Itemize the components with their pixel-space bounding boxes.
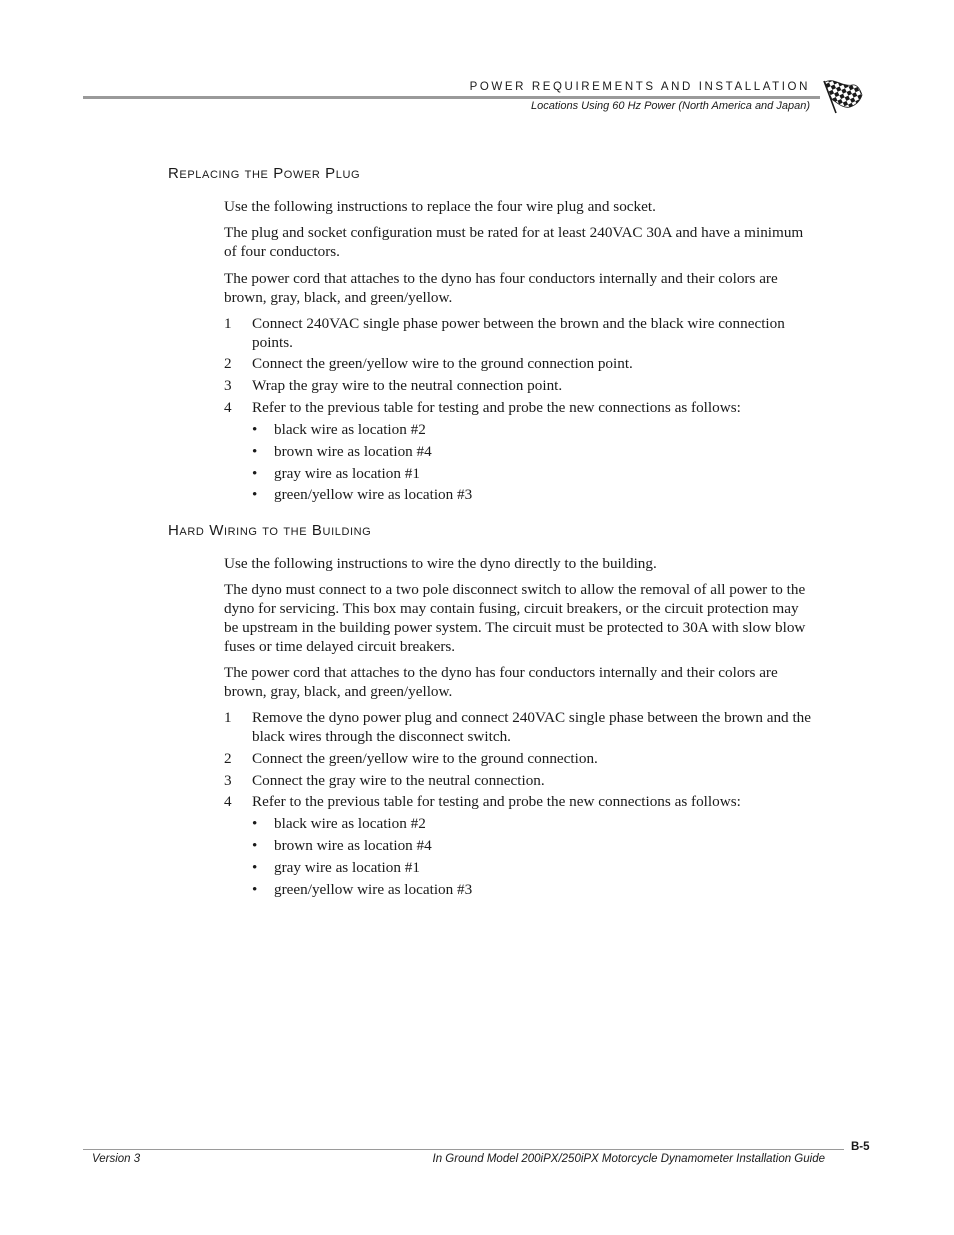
section2-paragraph-1: Use the following instructions to wire the dyno directly to the building. — [224, 555, 657, 572]
section1-step-3 — [224, 376, 814, 395]
step-text: Connect the green/yellow wire to the ground connection point. — [252, 355, 633, 372]
list-item-text: brown wire as location #4 — [274, 837, 432, 854]
running-header-title: POWER REQUIREMENTS AND INSTALLATION — [469, 81, 810, 93]
section1-paragraph-1: Use the following instructions to replace the four wire plug and socket. — [224, 198, 656, 215]
list-item: • brown wire as location #4 — [252, 443, 432, 460]
section1-step-1 — [224, 314, 814, 352]
list-item-text: green/yellow wire as location #3 — [274, 881, 473, 898]
list-item-text: black wire as location #2 — [274, 421, 426, 438]
section1-paragraph-2: The plug and socket configuration must be rated for at least 240VAC 30A and have a minimum of four conductors. — [224, 224, 804, 260]
footer-version: Version 3 — [92, 1153, 141, 1165]
section-title-hard-wiring: Hard Wiring to the Building — [168, 522, 372, 539]
footer-guide-title: In Ground Model 200iPX/250iPX Motorcycle Dynamometer Installation Guide — [432, 1153, 825, 1165]
section-title-replacing-power-plug: Replacing the Power Plug — [168, 165, 361, 182]
section1-step-4 — [224, 398, 814, 417]
section1-paragraph-3: The power cord that attaches to the dyno has four conductors internally and their colors are brown, gray, black, and green/yellow. — [224, 270, 778, 306]
step-number: 4 — [224, 399, 232, 416]
step-number: 4 — [224, 793, 232, 810]
list-item-text: black wire as location #2 — [274, 815, 426, 832]
section2-step-4 — [224, 792, 814, 811]
running-header-subtitle: Locations Using 60 Hz Power (North America and Japan) — [530, 100, 810, 112]
footer-rule — [83, 1149, 844, 1150]
list-item: • black wire as location #2 — [252, 815, 426, 832]
step-number: 2 — [224, 750, 232, 767]
section2-paragraph-3: The power cord that attaches to the dyno has four conductors internally and their colors are brown, gray, black, and green/yellow. — [224, 664, 778, 700]
step-text: Refer to the previous table for testing and probe the new connections as follows: — [252, 399, 741, 416]
page-number: B-5 — [851, 1141, 870, 1153]
step-text: Remove the dyno power plug and connect 240VAC single phase between the brown and the black wires through the disconnect switch. — [252, 709, 811, 745]
section2-paragraph-2: The dyno must connect to a two pole disconnect switch to allow the removal of all power to the dyno for servicing. This box may contain fusing, circuit breakers, or the circuit protection may be upstream in the building power system. The circuit must be protected to 30A with slow blow fuses or time delayed circuit breakers. — [224, 581, 806, 655]
step-number: 1 — [224, 315, 232, 332]
step-text: Connect the gray wire to the neutral connection. — [252, 772, 545, 789]
section2-step-1 — [224, 708, 814, 746]
list-item-text: gray wire as location #1 — [274, 859, 420, 876]
list-item-text: green/yellow wire as location #3 — [274, 486, 473, 503]
step-text: Wrap the gray wire to the neutral connection point. — [252, 377, 563, 394]
list-item: • brown wire as location #4 — [252, 837, 432, 854]
checkered-flag-icon — [822, 77, 866, 115]
step-number: 3 — [224, 377, 232, 394]
list-item-text: gray wire as location #1 — [274, 465, 420, 482]
header-rule — [83, 96, 820, 99]
step-number: 3 — [224, 772, 232, 789]
step-text: Connect 240VAC single phase power between the brown and the black wire connection points. — [252, 315, 785, 351]
section1-step-2 — [224, 354, 814, 373]
list-item-text: brown wire as location #4 — [274, 443, 432, 460]
section2-step-2 — [224, 749, 814, 768]
step-number: 2 — [224, 355, 232, 372]
section2-step-3 — [224, 771, 814, 790]
list-item: • black wire as location #2 — [252, 421, 426, 438]
step-text: Connect the green/yellow wire to the ground connection. — [252, 750, 598, 767]
list-item: • green/yellow wire as location #3 — [252, 486, 473, 503]
step-text: Refer to the previous table for testing and probe the new connections as follows: — [252, 793, 741, 810]
list-item: • green/yellow wire as location #3 — [252, 881, 473, 898]
list-item: • gray wire as location #1 — [252, 465, 420, 482]
list-item: • gray wire as location #1 — [252, 859, 420, 876]
step-number: 1 — [224, 709, 232, 726]
